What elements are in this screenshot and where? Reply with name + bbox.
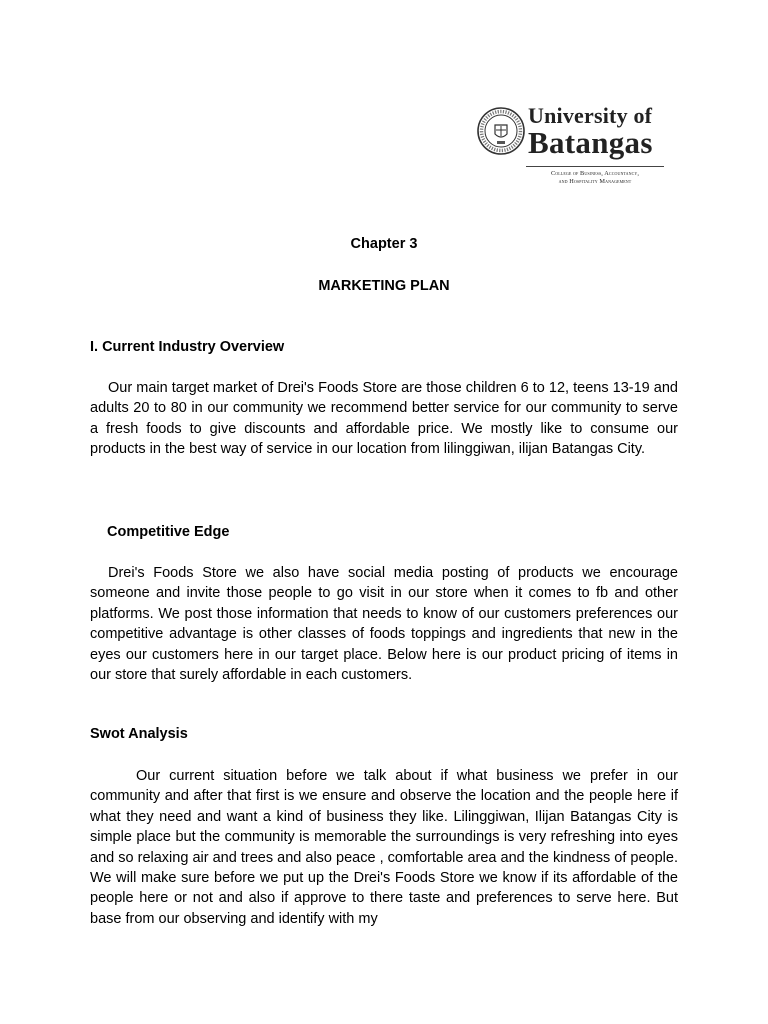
swot-paragraph [90,766,678,929]
chapter-label: Chapter 3 [350,236,418,252]
university-name [528,104,653,158]
swot-text: Our current situation before we talk about if what business we prefer in our community and after that first is we ensure and observe the location and the people here if what they need and want a kind of business they like. Lilinggiwan, Ilijan Batangas City is simple place but the community is memorable the surroundings is very refreshing into eyes and so relaxing air and trees and also peace , comfortable area and the kindness of people. We will make sure before we put up the Drei's Foods Store we know if its affordable of the people here or not and also if approve to there taste and preferences to serve here. But base from our observing and identify with my [90,768,678,927]
logo-divider [526,166,664,167]
overview-text: Our main target market of Drei's Foods Store are those children 6 to 12, teens 13-19 and adults 20 to 80 in our community we recommend better service for our community to serve a fresh foods to give discounts and affordable price. We mostly like to consume our products in the best way of service in our location from lilinggiwan, ilijan Batangas City. [90,380,678,458]
university-name-line2: Batangas [528,125,653,160]
college-line1: College of Business, Accountancy, [550,170,640,177]
competitive-edge-text: Drei's Foods Store we also have social media posting of products we encourage someone and invite those people to go visit in our store when it comes to fb and other platforms. We post those information that needs to know of our customers preferences our competitive advantage is other classes of foods toppings and ingredients that new in the eyes our customers here in our target place. Below here is our product pricing of items in our store that surely affordable in each customers. [90,565,678,684]
document-title: MARKETING PLAN [318,278,450,294]
university-seal-icon [476,104,526,158]
overview-paragraph [90,378,678,460]
college-line2: and Hospitality Management [558,177,632,185]
overview-heading: I. Current Industry Overview [90,339,285,355]
competitive-edge-heading: Competitive Edge [107,524,230,540]
university-name-line1: University of [528,103,653,128]
university-logo [476,104,676,188]
competitive-edge-paragraph [90,563,678,685]
college-name [526,170,664,185]
swot-heading: Swot Analysis [90,726,188,742]
